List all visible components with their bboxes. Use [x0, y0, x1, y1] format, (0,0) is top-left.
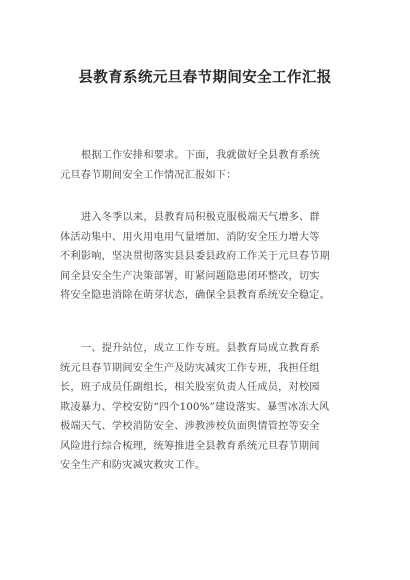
paragraph-line: 进入冬季以来，县教育局积极克服极端天气增多、群	[81, 212, 320, 223]
paragraph-background	[60, 208, 356, 306]
paragraph-line: 体活动集中、用火用电用气量增加、消防安全压力增大等	[60, 231, 320, 243]
paragraph-line: 欺凌暴力、学校安防“四个100%”建设落实、暴雪冰冻大风	[60, 401, 330, 413]
paragraph-line: 元旦春节期间安全工作情况汇报如下：	[60, 169, 237, 181]
paragraph-line: 极端天气、学校消防安全、涉教涉校负面舆情管控等安全	[60, 421, 320, 432]
paragraph-line: 不利影响，坚决贯彻落实县县委县政府工作关于元旦春节期	[60, 251, 331, 262]
paragraph-line: 安全生产和防灾减灾救灾工作。	[60, 460, 206, 471]
paragraph-line: 统元旦春节期间安全生产及防灾减灾工作专班，我担任组	[60, 362, 320, 374]
paragraph-line: 风险进行综合梳理，统筹推进全县教育系统元旦春节期间	[60, 440, 320, 452]
paragraph-intro	[60, 146, 356, 185]
paragraph-line: 一、提升站位，成立工作专班。县教育局成立教育系	[81, 343, 320, 354]
paragraph-line: 长，班子成员任副组长，相关股室负责人任成员，对校园	[60, 382, 320, 393]
paragraph-line: 将安全隐患消除在萌芽状态，确保全县教育系统安全稳定。	[60, 290, 331, 301]
paragraph-line: 间全县安全生产决策部署，盯紧问题隐患闭环整改，切实	[60, 270, 320, 282]
paragraph-section-one	[60, 339, 356, 476]
paragraph-line: 根据工作安排和要求。下面，我就做好全县教育系统	[81, 150, 320, 161]
document-title: 县教育系统元旦春节期间安全工作汇报	[78, 70, 332, 86]
